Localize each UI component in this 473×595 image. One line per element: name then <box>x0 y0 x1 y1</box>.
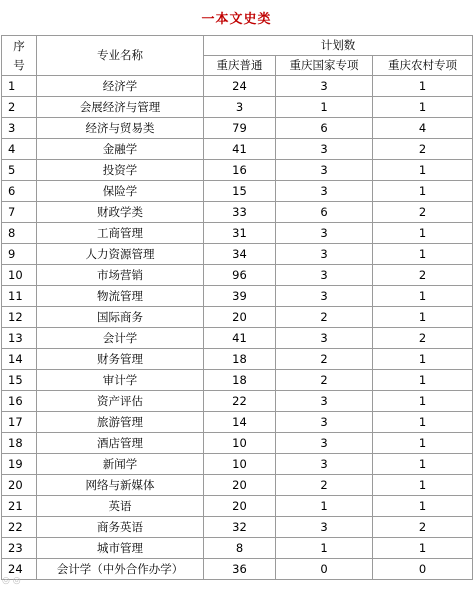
watermark: ◎ ◎ <box>2 576 21 586</box>
row-rural-count: 2 <box>373 265 473 286</box>
row-index: 18 <box>2 433 37 454</box>
row-rural-count: 2 <box>373 328 473 349</box>
header-seq <box>2 36 37 76</box>
row-index: 10 <box>2 265 37 286</box>
row-major-name: 国际商务 <box>37 307 204 328</box>
table-row <box>2 118 473 139</box>
row-rural-count: 1 <box>373 349 473 370</box>
row-rural-count: 1 <box>373 286 473 307</box>
row-major-name: 会计学（中外合作办学） <box>37 559 204 580</box>
row-regular-count: 20 <box>204 307 276 328</box>
row-rural-count: 1 <box>373 433 473 454</box>
table-row <box>2 349 473 370</box>
row-national-count: 0 <box>276 559 373 580</box>
row-major-name: 财政学类 <box>37 202 204 223</box>
row-index: 1 <box>2 76 37 97</box>
row-major-name: 审计学 <box>37 370 204 391</box>
row-national-count: 1 <box>276 538 373 559</box>
row-national-count: 3 <box>276 391 373 412</box>
row-regular-count: 20 <box>204 496 276 517</box>
row-national-count: 3 <box>276 181 373 202</box>
row-national-count: 6 <box>276 118 373 139</box>
table-row <box>2 328 473 349</box>
table-row <box>2 538 473 559</box>
row-major-name: 物流管理 <box>37 286 204 307</box>
table-row <box>2 286 473 307</box>
row-national-count: 3 <box>276 286 373 307</box>
row-regular-count: 41 <box>204 139 276 160</box>
row-index: 17 <box>2 412 37 433</box>
row-major-name: 英语 <box>37 496 204 517</box>
row-index: 4 <box>2 139 37 160</box>
row-major-name: 经济与贸易类 <box>37 118 204 139</box>
table-row <box>2 202 473 223</box>
row-major-name: 金融学 <box>37 139 204 160</box>
row-national-count: 3 <box>276 223 373 244</box>
table-row <box>2 244 473 265</box>
row-national-count: 3 <box>276 328 373 349</box>
row-index: 15 <box>2 370 37 391</box>
row-index: 24 <box>2 559 37 580</box>
row-index: 7 <box>2 202 37 223</box>
table-row <box>2 265 473 286</box>
row-regular-count: 22 <box>204 391 276 412</box>
row-national-count: 3 <box>276 160 373 181</box>
row-major-name: 保险学 <box>37 181 204 202</box>
row-major-name: 财务管理 <box>37 349 204 370</box>
table-row <box>2 412 473 433</box>
row-index: 22 <box>2 517 37 538</box>
table-row <box>2 559 473 580</box>
row-rural-count: 4 <box>373 118 473 139</box>
row-national-count: 3 <box>276 265 373 286</box>
header-plan-count: 计划数 <box>204 36 473 56</box>
row-national-count: 1 <box>276 97 373 118</box>
row-rural-count: 1 <box>373 307 473 328</box>
table-row <box>2 391 473 412</box>
row-national-count: 3 <box>276 412 373 433</box>
row-index: 23 <box>2 538 37 559</box>
row-rural-count: 1 <box>373 181 473 202</box>
row-regular-count: 36 <box>204 559 276 580</box>
table-row <box>2 517 473 538</box>
header-seq-line2: 号 <box>13 57 25 72</box>
row-rural-count: 1 <box>373 97 473 118</box>
row-index: 14 <box>2 349 37 370</box>
enrollment-plan-table <box>1 35 473 580</box>
row-index: 19 <box>2 454 37 475</box>
row-major-name: 新闻学 <box>37 454 204 475</box>
row-rural-count: 2 <box>373 202 473 223</box>
row-rural-count: 1 <box>373 160 473 181</box>
row-regular-count: 96 <box>204 265 276 286</box>
row-index: 11 <box>2 286 37 307</box>
row-major-name: 网络与新媒体 <box>37 475 204 496</box>
row-index: 6 <box>2 181 37 202</box>
row-major-name: 城市管理 <box>37 538 204 559</box>
row-index: 9 <box>2 244 37 265</box>
table-row <box>2 475 473 496</box>
row-regular-count: 10 <box>204 454 276 475</box>
row-regular-count: 3 <box>204 97 276 118</box>
row-index: 5 <box>2 160 37 181</box>
row-index: 3 <box>2 118 37 139</box>
row-regular-count: 10 <box>204 433 276 454</box>
table-row <box>2 433 473 454</box>
row-rural-count: 1 <box>373 223 473 244</box>
row-rural-count: 1 <box>373 538 473 559</box>
row-rural-count: 0 <box>373 559 473 580</box>
row-rural-count: 1 <box>373 244 473 265</box>
row-national-count: 2 <box>276 475 373 496</box>
row-rural-count: 1 <box>373 475 473 496</box>
row-regular-count: 32 <box>204 517 276 538</box>
row-national-count: 2 <box>276 349 373 370</box>
table-row <box>2 223 473 244</box>
row-index: 20 <box>2 475 37 496</box>
row-regular-count: 18 <box>204 349 276 370</box>
row-national-count: 3 <box>276 454 373 475</box>
table-row <box>2 181 473 202</box>
row-national-count: 3 <box>276 244 373 265</box>
row-national-count: 6 <box>276 202 373 223</box>
row-regular-count: 79 <box>204 118 276 139</box>
row-national-count: 2 <box>276 370 373 391</box>
header-national: 重庆国家专项 <box>276 56 373 76</box>
header-major-name: 专业名称 <box>37 36 204 76</box>
row-major-name: 商务英语 <box>37 517 204 538</box>
row-rural-count: 2 <box>373 517 473 538</box>
table-row <box>2 307 473 328</box>
row-index: 2 <box>2 97 37 118</box>
row-major-name: 旅游管理 <box>37 412 204 433</box>
row-rural-count: 1 <box>373 391 473 412</box>
row-regular-count: 34 <box>204 244 276 265</box>
row-regular-count: 14 <box>204 412 276 433</box>
table-row <box>2 370 473 391</box>
row-rural-count: 1 <box>373 370 473 391</box>
row-index: 8 <box>2 223 37 244</box>
row-rural-count: 1 <box>373 496 473 517</box>
row-major-name: 人力资源管理 <box>37 244 204 265</box>
table-row <box>2 139 473 160</box>
row-major-name: 经济学 <box>37 76 204 97</box>
header-regular: 重庆普通 <box>204 56 276 76</box>
header-seq-line1: 序 <box>13 38 25 53</box>
table-header <box>2 36 473 76</box>
row-regular-count: 24 <box>204 76 276 97</box>
row-national-count: 1 <box>276 496 373 517</box>
table-title: 一本文史类 <box>201 12 272 27</box>
row-major-name: 资产评估 <box>37 391 204 412</box>
header-rural: 重庆农村专项 <box>373 56 473 76</box>
row-regular-count: 15 <box>204 181 276 202</box>
table-row <box>2 454 473 475</box>
row-rural-count: 1 <box>373 412 473 433</box>
row-index: 12 <box>2 307 37 328</box>
row-index: 21 <box>2 496 37 517</box>
row-major-name: 会展经济与管理 <box>37 97 204 118</box>
row-national-count: 3 <box>276 517 373 538</box>
row-rural-count: 2 <box>373 139 473 160</box>
row-rural-count: 1 <box>373 76 473 97</box>
row-regular-count: 33 <box>204 202 276 223</box>
row-national-count: 3 <box>276 76 373 97</box>
row-regular-count: 18 <box>204 370 276 391</box>
row-index: 16 <box>2 391 37 412</box>
row-rural-count: 1 <box>373 454 473 475</box>
row-regular-count: 41 <box>204 328 276 349</box>
table-body <box>2 76 473 580</box>
row-index: 13 <box>2 328 37 349</box>
title-bar <box>0 0 473 35</box>
row-major-name: 会计学 <box>37 328 204 349</box>
row-regular-count: 16 <box>204 160 276 181</box>
row-major-name: 工商管理 <box>37 223 204 244</box>
row-regular-count: 31 <box>204 223 276 244</box>
row-regular-count: 8 <box>204 538 276 559</box>
row-major-name: 市场营销 <box>37 265 204 286</box>
row-regular-count: 39 <box>204 286 276 307</box>
row-major-name: 投资学 <box>37 160 204 181</box>
table-row <box>2 496 473 517</box>
table-row <box>2 97 473 118</box>
row-major-name: 酒店管理 <box>37 433 204 454</box>
table-row <box>2 76 473 97</box>
row-national-count: 3 <box>276 433 373 454</box>
row-national-count: 3 <box>276 139 373 160</box>
row-national-count: 2 <box>276 307 373 328</box>
row-regular-count: 20 <box>204 475 276 496</box>
table-row <box>2 160 473 181</box>
